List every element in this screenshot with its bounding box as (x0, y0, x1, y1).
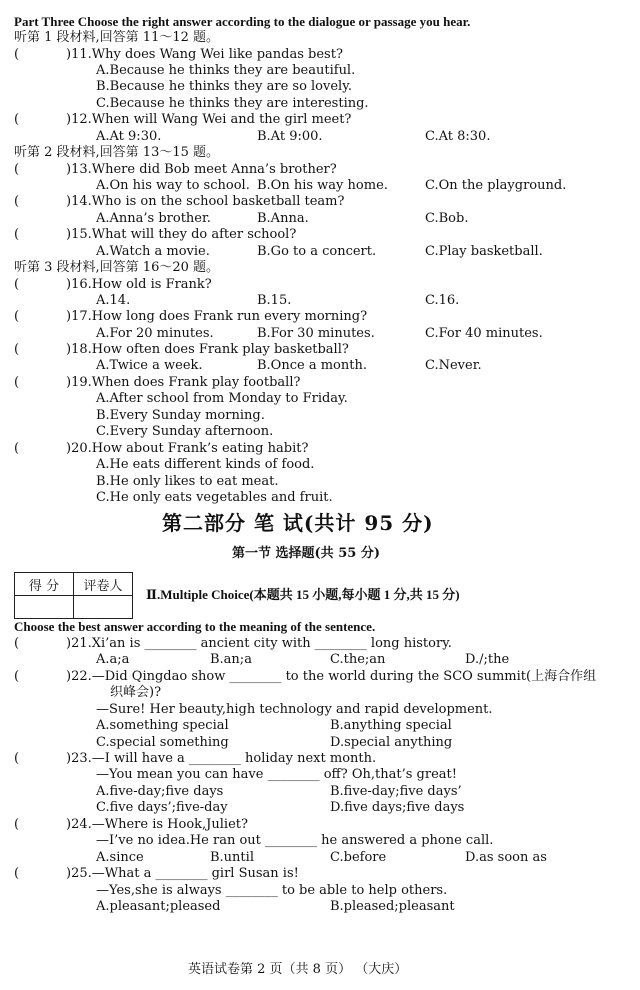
question-11-stem: )11.Why does Wang Wei like pandas best? (66, 47, 343, 62)
question-20-option-c: C.He only eats vegetables and fruit. (96, 490, 333, 505)
question-22-option-a: A.something special (96, 718, 229, 733)
answer-paren[interactable]: ( (14, 194, 20, 209)
section-one-title: 第一节 选择题(共 55 分) (232, 546, 380, 561)
question-19-stem: )19.When does Frank play football? (66, 375, 301, 390)
answer-paren[interactable]: ( (14, 112, 20, 127)
page-footer: 英语试卷第 2 页（共 8 页） （大庆） (188, 962, 408, 977)
question-21-stem: )21.Xi’an is ________ ancient city with ________ long history. (66, 636, 452, 651)
answer-paren[interactable]: ( (14, 162, 20, 177)
question-21-option-a: A.a;a (96, 652, 130, 667)
multiple-choice-heading: Ⅱ.Multiple Choice(本题共 15 小题,每小题 1 分,共 15 分) (146, 587, 460, 602)
answer-paren[interactable]: ( (14, 375, 20, 390)
question-18-option-c: C.Never. (425, 358, 482, 373)
question-20-option-a: A.He eats different kinds of food. (96, 457, 315, 472)
question-16-option-c: C.16. (425, 293, 460, 308)
question-15-option-b: B.Go to a concert. (257, 244, 377, 259)
part-two-title: 第二部分 笔 试(共计 95 分) (162, 511, 434, 535)
question-14-option-a: A.Anna’s brother. (96, 211, 211, 226)
question-17-stem: )17.How long does Frank run every morning? (66, 309, 368, 324)
segment-1-instruction: 听第 1 段材料,回答第 11～12 题。 (14, 30, 220, 45)
answer-paren[interactable]: ( (14, 47, 20, 62)
question-17-option-c: C.For 40 minutes. (425, 326, 543, 341)
question-14-stem: )14.Who is on the school basketball team? (66, 194, 345, 209)
question-22-reply: —Sure! Her beauty,high technology and rapid development. (96, 702, 493, 717)
segment-3-instruction: 听第 3 段材料,回答第 16～20 题。 (14, 260, 220, 275)
question-25-option-a: A.pleasant;pleased (96, 899, 221, 914)
question-13-option-b: B.On his way home. (257, 178, 388, 193)
question-22-option-b: B.anything special (330, 718, 452, 733)
question-24-option-d: D.as soon as (465, 850, 547, 865)
answer-paren[interactable]: ( (14, 309, 20, 324)
question-22-option-c: C.special something (96, 735, 229, 750)
question-23-stem: )23.—I will have a ________ holiday next month. (66, 751, 377, 766)
question-12-option-b: B.At 9:00. (257, 129, 323, 144)
question-18-stem: )18.How often does Frank play basketball? (66, 342, 349, 357)
question-16-option-b: B.15. (257, 293, 292, 308)
question-20-stem: )20.How about Frank’s eating habit? (66, 441, 309, 456)
answer-paren[interactable]: ( (14, 866, 20, 881)
question-24-option-b: B.until (210, 850, 254, 865)
question-11-option-a: A.Because he thinks they are beautiful. (96, 63, 356, 78)
score-field[interactable] (15, 596, 74, 619)
question-25-reply: —Yes,she is always ________ to be able to help others. (96, 883, 448, 898)
question-16-option-a: A.14. (96, 293, 131, 308)
question-14-option-b: B.Anna. (257, 211, 309, 226)
question-23-option-d: D.five days;five days (330, 800, 465, 815)
answer-paren[interactable]: ( (14, 636, 20, 651)
segment-2-instruction: 听第 2 段材料,回答第 13～15 题。 (14, 145, 220, 160)
question-24-reply: —I’ve no idea.He ran out ________ he answered a phone call. (96, 833, 494, 848)
question-19-option-c: C.Every Sunday afternoon. (96, 424, 274, 439)
question-22-stem: )22.—Did Qingdao show ________ to the world during the SCO summit(上海合作组 (66, 669, 597, 684)
multiple-choice-instruction: Choose the best answer according to the meaning of the sentence. (14, 619, 376, 634)
answer-paren[interactable]: ( (14, 227, 20, 242)
answer-paren[interactable]: ( (14, 751, 20, 766)
question-15-option-a: A.Watch a movie. (96, 244, 210, 259)
part-three-heading: Part Three Choose the right answer according to the dialogue or passage you hear. (14, 14, 471, 29)
question-23-reply: —You mean you can have ________ off? Oh,that’s great! (96, 767, 457, 782)
question-21-option-b: B.an;a (210, 652, 252, 667)
question-21-option-d: D./;the (465, 652, 510, 667)
question-22-option-d: D.special anything (330, 735, 453, 750)
question-14-option-c: C.Bob. (425, 211, 469, 226)
question-17-option-a: A.For 20 minutes. (96, 326, 214, 341)
question-25-option-b: B.pleased;pleasant (330, 899, 455, 914)
question-18-option-b: B.Once a month. (257, 358, 367, 373)
answer-paren[interactable]: ( (14, 669, 20, 684)
question-13-stem: )13.Where did Bob meet Anna’s brother? (66, 162, 337, 177)
question-24-option-a: A.since (96, 850, 144, 865)
question-24-stem: )24.—Where is Hook,Juliet? (66, 817, 248, 832)
question-15-option-c: C.Play basketball. (425, 244, 543, 259)
question-23-option-b: B.five-day;five days’ (330, 784, 462, 799)
score-box (14, 572, 133, 619)
question-23-option-a: A.five-day;five days (96, 784, 224, 799)
question-12-option-c: C.At 8:30. (425, 129, 491, 144)
question-20-option-b: B.He only likes to eat meat. (96, 474, 279, 489)
answer-paren[interactable]: ( (14, 817, 20, 832)
question-13-option-c: C.On the playground. (425, 178, 567, 193)
question-12-stem: )12.When will Wang Wei and the girl meet? (66, 112, 352, 127)
question-21-option-c: C.the;an (330, 652, 386, 667)
question-22-stem-continued: 织峰会)? (110, 685, 162, 700)
answer-paren[interactable]: ( (14, 277, 20, 292)
question-17-option-b: B.For 30 minutes. (257, 326, 375, 341)
question-12-option-a: A.At 9:30. (96, 129, 162, 144)
question-11-option-b: B.Because he thinks they are so lovely. (96, 79, 352, 94)
answer-paren[interactable]: ( (14, 342, 20, 357)
question-23-option-c: C.five days’;five-day (96, 800, 228, 815)
question-25-stem: )25.—What a ________ girl Susan is! (66, 866, 299, 881)
score-label: 得 分 (15, 573, 74, 596)
question-16-stem: )16.How old is Frank? (66, 277, 212, 292)
question-15-stem: )15.What will they do after school? (66, 227, 297, 242)
question-11-option-c: C.Because he thinks they are interesting. (96, 96, 369, 111)
question-24-option-c: C.before (330, 850, 387, 865)
grader-label: 评卷人 (74, 573, 133, 596)
question-19-option-a: A.After school from Monday to Friday. (96, 391, 348, 406)
question-13-option-a: A.On his way to school. (96, 178, 250, 193)
question-19-option-b: B.Every Sunday morning. (96, 408, 265, 423)
question-18-option-a: A.Twice a week. (96, 358, 203, 373)
grader-field[interactable] (74, 596, 133, 619)
answer-paren[interactable]: ( (14, 441, 20, 456)
